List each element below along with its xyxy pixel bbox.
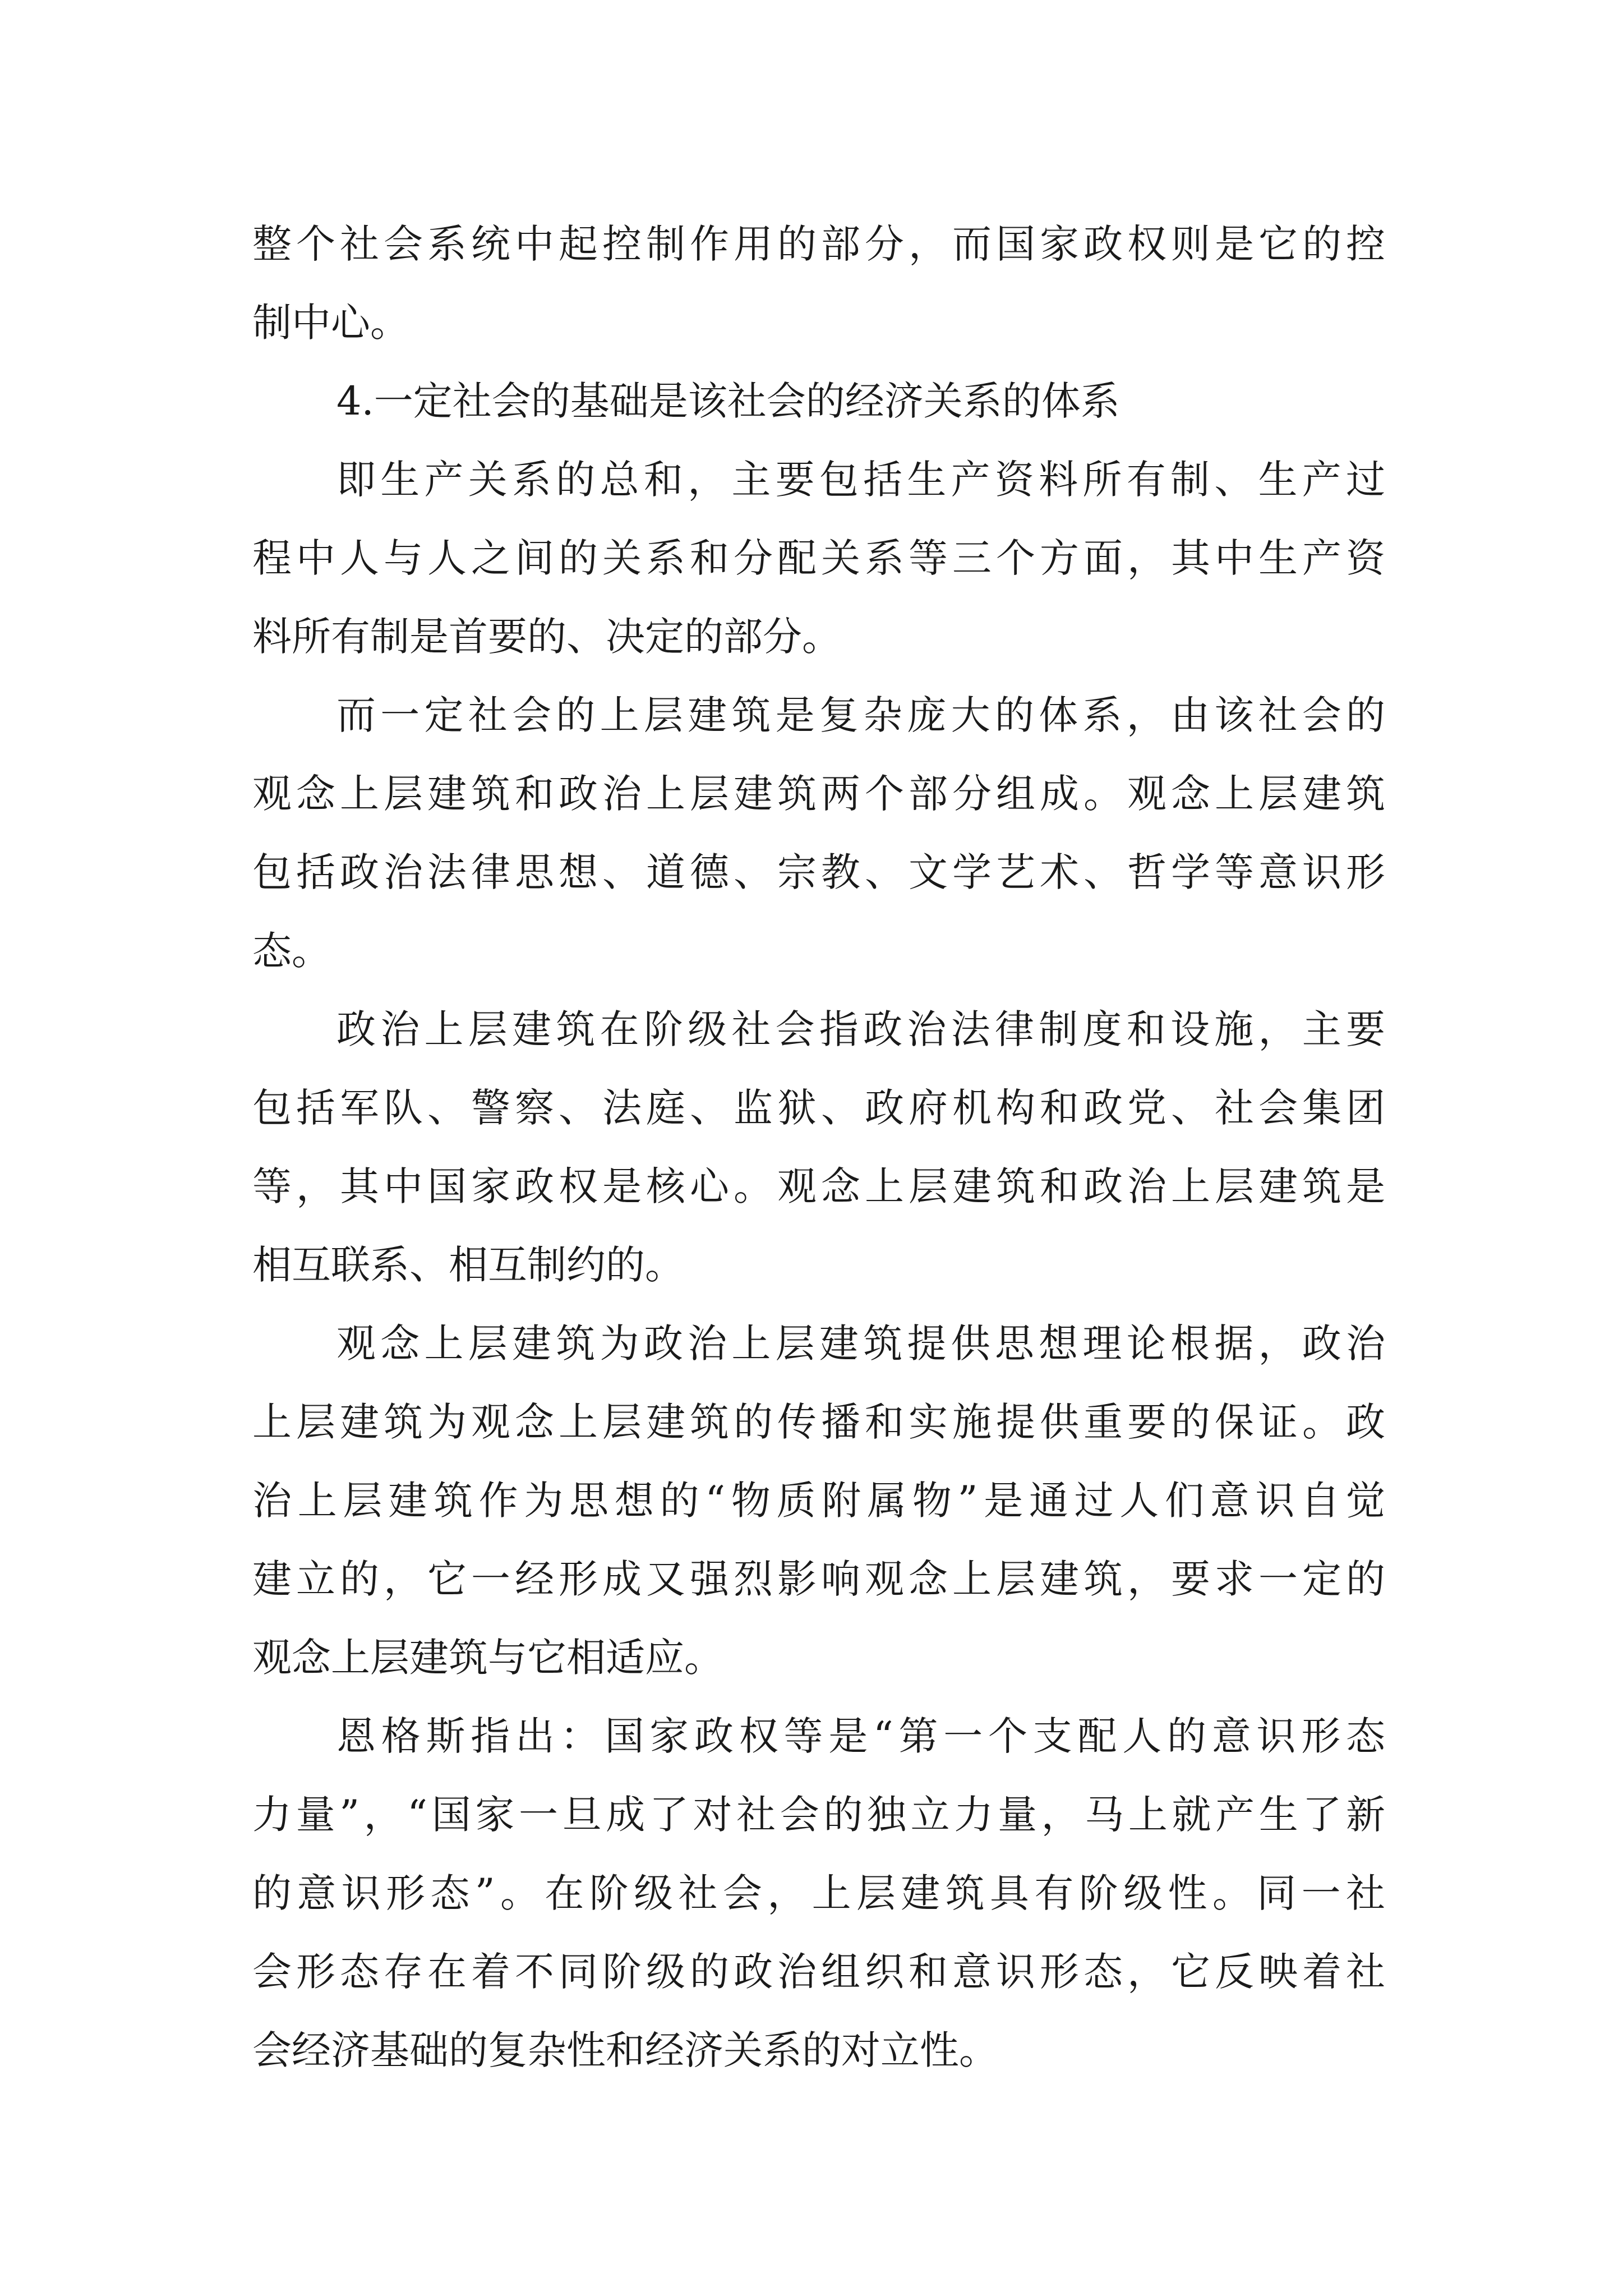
text-line: 观念上层建筑与它相适应。 [252,1635,723,1681]
text-line: 态。 [252,928,331,974]
text-line: 整个社会系统中起控制作用的部分，而国家政权则是它的控 [252,221,1385,267]
text-line: 料所有制是首要的、决定的部分。 [252,614,841,660]
text-line: 等，其中国家政权是核心。观念上层建筑和政治上层建筑是 [252,1163,1385,1209]
section-heading: 4.一定社会的基础是该社会的经济关系的体系 [336,378,1120,424]
text-line: 力量”，“国家一旦成了对社会的独立力量，马上就产生了新 [252,1792,1385,1838]
text-line: 的意识形态”。在阶级社会，上层建筑具有阶级性。同一社 [252,1870,1385,1916]
text-line: 观念上层建筑和政治上层建筑两个部分组成。观念上层建筑 [252,771,1385,817]
text-line: 包括军队、警察、法庭、监狱、政府机构和政党、社会集团 [252,1085,1385,1131]
text-line: 而一定社会的上层建筑是复杂庞大的体系，由该社会的 [336,692,1385,738]
text-line: 观念上层建筑为政治上层建筑提供思想理论根据，政治 [336,1320,1385,1366]
text-line: 会经济基础的复杂性和经济关系的对立性。 [252,2027,998,2073]
text-line: 治上层建筑作为思想的“物质附属物”是通过人们意识自觉 [252,1478,1385,1524]
text-line: 相互联系、相互制约的。 [252,1242,684,1288]
text-line: 恩格斯指出：国家政权等是“第一个支配人的意识形态 [336,1713,1385,1759]
text-line: 制中心。 [252,300,409,346]
text-line: 即生产关系的总和，主要包括生产资料所有制、生产过 [336,457,1385,503]
text-line: 包括政治法律思想、道德、宗教、文学艺术、哲学等意识形 [252,849,1385,895]
text-line: 政治上层建筑在阶级社会指政治法律制度和设施，主要 [336,1006,1385,1052]
text-line: 会形态存在着不同阶级的政治组织和意识形态，它反映着社 [252,1949,1385,1995]
text-line: 上层建筑为观念上层建筑的传播和实施提供重要的保证。政 [252,1399,1385,1445]
text-line: 建立的，它一经形成又强烈影响观念上层建筑，要求一定的 [252,1556,1385,1602]
text-line: 程中人与人之间的关系和分配关系等三个方面，其中生产资 [252,535,1385,581]
